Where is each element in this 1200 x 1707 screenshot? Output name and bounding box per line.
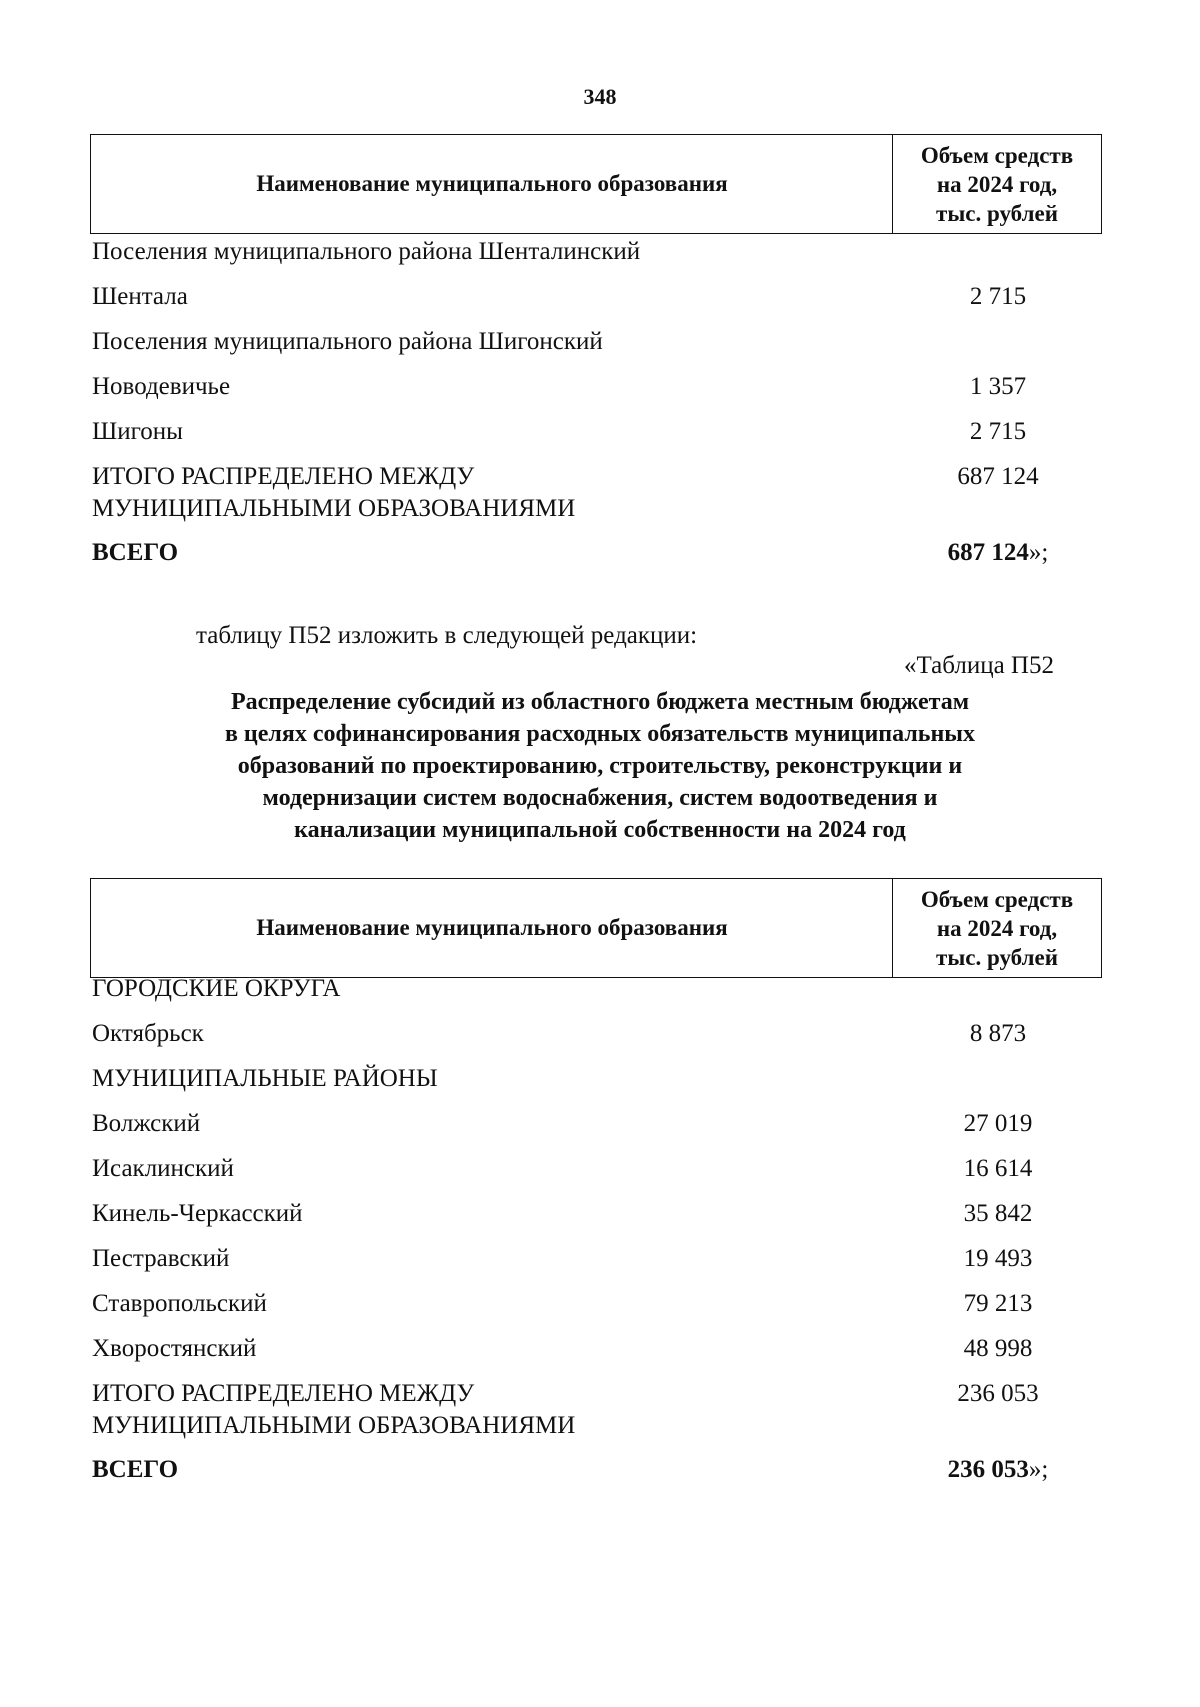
table-1-header (90, 134, 1102, 234)
row-value: 8 873 (969, 1020, 1027, 1047)
row-name: Пестравский (92, 1245, 230, 1272)
table-1 (90, 134, 1102, 584)
instruction-text: таблицу П52 изложить в следующей редакции: (196, 622, 698, 649)
row-value: 19 493 (963, 1245, 1033, 1272)
row-name: Хворостянский (92, 1335, 257, 1362)
table-label: «Таблица П52 (904, 652, 1054, 679)
row-value: 79 213 (963, 1290, 1033, 1317)
total-value (894, 537, 1102, 569)
row-name: ИТОГО РАСПРЕДЕЛЕНО МЕЖДУ МУНИЦИПАЛЬНЫМИ ОБРАЗОВАНИЯМИ (92, 463, 576, 522)
row-name: ИТОГО РАСПРЕДЕЛЕНО МЕЖДУ МУНИЦИПАЛЬНЫМИ ОБРАЗОВАНИЯМИ (92, 1380, 576, 1439)
row-value: 35 842 (963, 1200, 1033, 1227)
row-name: Исаклинский (92, 1155, 234, 1182)
row-value: 1 357 (969, 373, 1027, 400)
row-value: 2 715 (969, 418, 1027, 445)
row-name: Шентала (92, 283, 188, 310)
total-value (894, 1454, 1102, 1486)
row-name: ГОРОДСКИЕ ОКРУГА (92, 975, 341, 1002)
row-name: Шигоны (92, 418, 183, 445)
row-name: МУНИЦИПАЛЬНЫЕ РАЙОНЫ (92, 1065, 438, 1092)
total-amount: 687 124 (947, 539, 1029, 566)
row-name: Новодевичье (92, 373, 231, 400)
page-number: 348 (583, 84, 617, 109)
table-title: Распределение субсидий из областного бюджета местным бюджетам в целях софинансирования расходных обязательств муниципальных образований по проектированию, строительству, реконструкции и модернизации систем водоснабжения, систем водоотведения и канализации муниципальной собственности на 2024 год (224, 689, 976, 843)
row-name: Ставропольский (92, 1290, 267, 1317)
row-value: 2 715 (969, 283, 1027, 310)
row-name: Поселения муниципального района Шенталинский (92, 238, 641, 265)
table-2 (90, 878, 1102, 1498)
row-name: Волжский (92, 1110, 201, 1137)
total-suffix: »; (1028, 539, 1049, 566)
total-amount: 236 053 (947, 1456, 1029, 1483)
total-label: ВСЕГО (92, 1456, 179, 1483)
total-label: ВСЕГО (92, 539, 179, 566)
total-suffix: »; (1028, 1456, 1049, 1483)
table-2-header-name: Наименование муниципального образования (256, 915, 728, 940)
row-name: Поселения муниципального района Шигонский (92, 328, 603, 355)
table-1-header-name: Наименование муниципального образования (256, 171, 728, 196)
row-value: 27 019 (963, 1110, 1033, 1137)
table-1-header-value: Объем средств на 2024 год, тыс. рублей (892, 135, 1101, 233)
row-value: 687 124 (957, 463, 1039, 490)
row-value: 236 053 (957, 1380, 1039, 1407)
row-value: 16 614 (963, 1155, 1033, 1182)
table-2-header-value: Объем средств на 2024 год, тыс. рублей (892, 879, 1101, 977)
row-name: Октябрьск (92, 1020, 204, 1047)
row-value: 48 998 (963, 1335, 1033, 1362)
table-2-header (90, 878, 1102, 978)
row-name: Кинель-Черкасский (92, 1200, 303, 1227)
